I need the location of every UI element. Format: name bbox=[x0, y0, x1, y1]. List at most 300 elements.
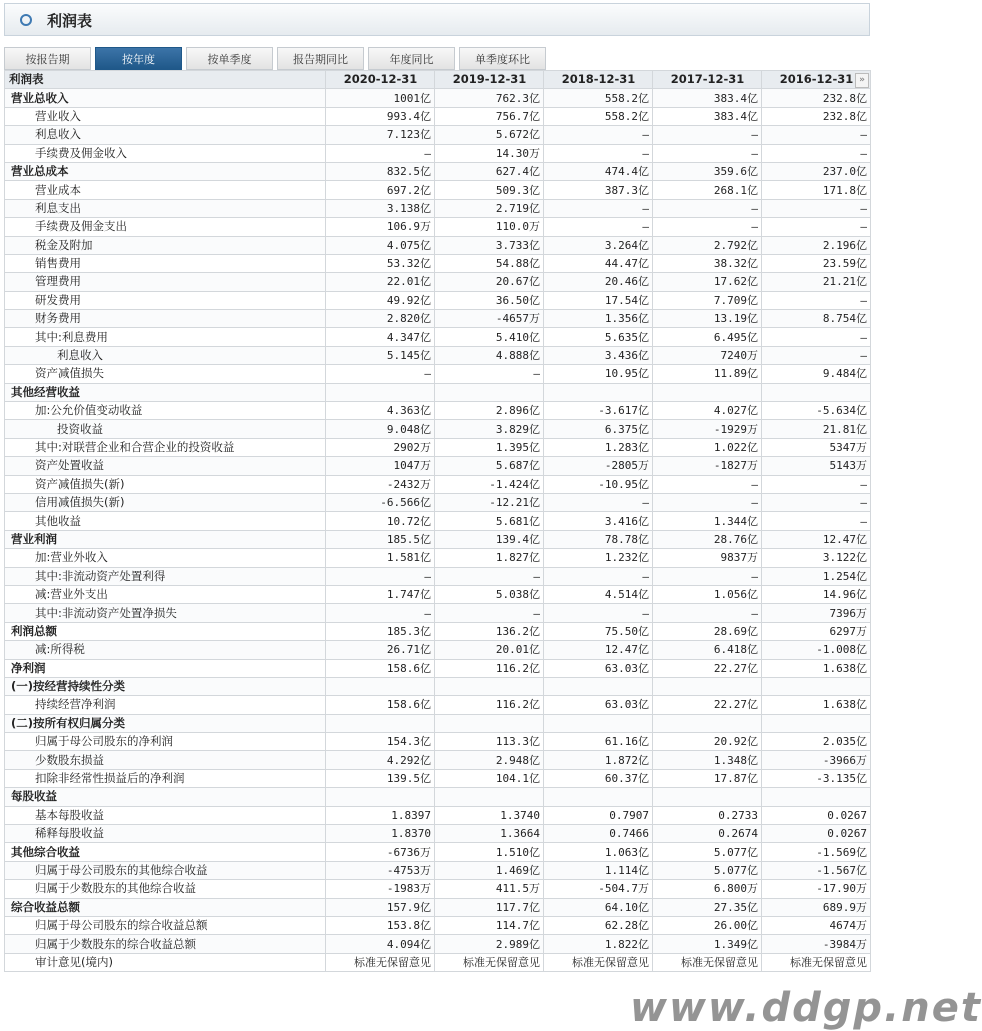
table-row bbox=[5, 420, 871, 438]
cell-value: — bbox=[435, 365, 544, 383]
cell-value: — bbox=[435, 604, 544, 622]
cell-value: — bbox=[544, 604, 653, 622]
circle-bullet-icon bbox=[20, 14, 32, 26]
cell-value bbox=[326, 714, 435, 732]
cell-value: 1.638亿 bbox=[762, 696, 871, 714]
cell-value: 1.872亿 bbox=[544, 751, 653, 769]
cell-value: 509.3亿 bbox=[435, 181, 544, 199]
cell-value: 0.7466 bbox=[544, 825, 653, 843]
cell-value: -17.90万 bbox=[762, 880, 871, 898]
cell-value: 14.96亿 bbox=[762, 585, 871, 603]
cell-value: 1.254亿 bbox=[762, 567, 871, 585]
cell-value: 4.363亿 bbox=[326, 402, 435, 420]
cell-value: 2.820亿 bbox=[326, 310, 435, 328]
cell-value: — bbox=[326, 144, 435, 162]
cell-value: 12.47亿 bbox=[762, 530, 871, 548]
table-row bbox=[5, 916, 871, 934]
cell-value: 21.81亿 bbox=[762, 420, 871, 438]
cell-value: -2432万 bbox=[326, 475, 435, 493]
cell-value bbox=[762, 383, 871, 401]
cell-value: 1.063亿 bbox=[544, 843, 653, 861]
table-row bbox=[5, 549, 871, 567]
table-row bbox=[5, 953, 871, 971]
cell-value: 117.7亿 bbox=[435, 898, 544, 916]
cell-value: -12.21亿 bbox=[435, 493, 544, 511]
cell-value bbox=[653, 788, 762, 806]
row-label: 销售费用 bbox=[5, 254, 326, 272]
cell-value: 558.2亿 bbox=[544, 107, 653, 125]
cell-value: — bbox=[762, 328, 871, 346]
table-row bbox=[5, 181, 871, 199]
cell-value: -3966万 bbox=[762, 751, 871, 769]
cell-value: — bbox=[762, 126, 871, 144]
cell-value bbox=[653, 383, 762, 401]
cell-value: -1.424亿 bbox=[435, 475, 544, 493]
row-label: 资产减值损失(新) bbox=[5, 475, 326, 493]
cell-value: 9.048亿 bbox=[326, 420, 435, 438]
cell-value: 3.416亿 bbox=[544, 512, 653, 530]
cell-value: — bbox=[653, 199, 762, 217]
cell-value: — bbox=[326, 365, 435, 383]
cell-value: 689.9万 bbox=[762, 898, 871, 916]
cell-value: 9.484亿 bbox=[762, 365, 871, 383]
row-label: 其中:利息费用 bbox=[5, 328, 326, 346]
cell-value: 6.418亿 bbox=[653, 641, 762, 659]
cell-value: — bbox=[544, 199, 653, 217]
table-row bbox=[5, 530, 871, 548]
cell-value bbox=[653, 677, 762, 695]
cell-value: 22.27亿 bbox=[653, 696, 762, 714]
cell-value: 185.3亿 bbox=[326, 622, 435, 640]
table-row bbox=[5, 144, 871, 162]
row-label: 研发费用 bbox=[5, 291, 326, 309]
row-label: (一)按经营持续性分类 bbox=[5, 677, 326, 695]
row-label: 其他经营收益 bbox=[5, 383, 326, 401]
cell-value: — bbox=[544, 126, 653, 144]
cell-value: 1.022亿 bbox=[653, 438, 762, 456]
row-label: 加:营业外收入 bbox=[5, 549, 326, 567]
cell-value: 232.8亿 bbox=[762, 107, 871, 125]
row-label: 归属于母公司股东的其他综合收益 bbox=[5, 861, 326, 879]
cell-value: 2.719亿 bbox=[435, 199, 544, 217]
cell-value: 158.6亿 bbox=[326, 659, 435, 677]
cell-value: 3.264亿 bbox=[544, 236, 653, 254]
cell-value: 1.822亿 bbox=[544, 935, 653, 953]
cell-value: 2.196亿 bbox=[762, 236, 871, 254]
table-row bbox=[5, 751, 871, 769]
cell-value: 1.114亿 bbox=[544, 861, 653, 879]
column-header-date[interactable] bbox=[762, 71, 871, 89]
table-row bbox=[5, 641, 871, 659]
cell-value: 0.2674 bbox=[653, 825, 762, 843]
cell-value: 63.03亿 bbox=[544, 659, 653, 677]
table-row bbox=[5, 825, 871, 843]
table-row bbox=[5, 126, 871, 144]
income-statement-table bbox=[4, 70, 871, 972]
row-label: 投资收益 bbox=[5, 420, 326, 438]
row-label: 减:营业外支出 bbox=[5, 585, 326, 603]
row-label: 财务费用 bbox=[5, 310, 326, 328]
cell-value: 26.00亿 bbox=[653, 916, 762, 934]
cell-value: 157.9亿 bbox=[326, 898, 435, 916]
table-row bbox=[5, 604, 871, 622]
cell-value: -504.7万 bbox=[544, 880, 653, 898]
cell-value: 5.672亿 bbox=[435, 126, 544, 144]
cell-value: — bbox=[762, 144, 871, 162]
cell-value: 4.027亿 bbox=[653, 402, 762, 420]
cell-value: 5.681亿 bbox=[435, 512, 544, 530]
cell-value: 1.827亿 bbox=[435, 549, 544, 567]
table-row bbox=[5, 733, 871, 751]
cell-value: 22.27亿 bbox=[653, 659, 762, 677]
table-row bbox=[5, 365, 871, 383]
column-date-label: 2019-12-31 bbox=[452, 72, 527, 87]
row-label: 管理费用 bbox=[5, 273, 326, 291]
cell-value: 136.2亿 bbox=[435, 622, 544, 640]
cell-value bbox=[326, 788, 435, 806]
row-label: 每股收益 bbox=[5, 788, 326, 806]
cell-value: 232.8亿 bbox=[762, 89, 871, 107]
table-row bbox=[5, 861, 871, 879]
column-date-label: 2020-12-31 bbox=[343, 72, 418, 87]
row-label: 资产减值损失 bbox=[5, 365, 326, 383]
cell-value: 12.47亿 bbox=[544, 641, 653, 659]
row-label: 税金及附加 bbox=[5, 236, 326, 254]
cell-value: — bbox=[762, 475, 871, 493]
row-label: 减:所得税 bbox=[5, 641, 326, 659]
cell-value: 21.21亿 bbox=[762, 273, 871, 291]
tab-2[interactable]: 按单季度 bbox=[186, 47, 273, 70]
cell-value: 标准无保留意见 bbox=[653, 953, 762, 971]
cell-value: 3.829亿 bbox=[435, 420, 544, 438]
table-row bbox=[5, 677, 871, 695]
cell-value bbox=[544, 677, 653, 695]
table-row bbox=[5, 622, 871, 640]
cell-value: -3984万 bbox=[762, 935, 871, 953]
site-watermark: www.ddgp.net bbox=[630, 985, 982, 1031]
table-row bbox=[5, 493, 871, 511]
table-row bbox=[5, 769, 871, 787]
table-corner-label: 利润表 bbox=[5, 71, 326, 89]
table-row bbox=[5, 659, 871, 677]
cell-value: 标准无保留意见 bbox=[435, 953, 544, 971]
cell-value bbox=[762, 677, 871, 695]
table-row bbox=[5, 457, 871, 475]
cell-value: 1.395亿 bbox=[435, 438, 544, 456]
cell-value: 9837万 bbox=[653, 549, 762, 567]
column-header-date[interactable] bbox=[326, 71, 435, 89]
cell-value: 1.8397 bbox=[326, 806, 435, 824]
cell-value: 13.19亿 bbox=[653, 310, 762, 328]
cell-value: 20.01亿 bbox=[435, 641, 544, 659]
cell-value: 185.5亿 bbox=[326, 530, 435, 548]
row-label: 净利润 bbox=[5, 659, 326, 677]
cell-value: 1.356亿 bbox=[544, 310, 653, 328]
cell-value: 标准无保留意见 bbox=[762, 953, 871, 971]
cell-value: 474.4亿 bbox=[544, 162, 653, 180]
cell-value: 28.76亿 bbox=[653, 530, 762, 548]
cell-value: — bbox=[653, 475, 762, 493]
cell-value: 627.4亿 bbox=[435, 162, 544, 180]
row-label: 营业总成本 bbox=[5, 162, 326, 180]
cell-value: 4.094亿 bbox=[326, 935, 435, 953]
cell-value: 20.67亿 bbox=[435, 273, 544, 291]
table-row bbox=[5, 107, 871, 125]
cell-value: -6.566亿 bbox=[326, 493, 435, 511]
cell-value: -4753万 bbox=[326, 861, 435, 879]
cell-value: 2902万 bbox=[326, 438, 435, 456]
column-header-date[interactable] bbox=[435, 71, 544, 89]
cell-value: 7.709亿 bbox=[653, 291, 762, 309]
cell-value: — bbox=[435, 567, 544, 585]
table-row bbox=[5, 162, 871, 180]
cell-value: 0.0267 bbox=[762, 825, 871, 843]
cell-value: 1.8370 bbox=[326, 825, 435, 843]
cell-value: 3.436亿 bbox=[544, 346, 653, 364]
cell-value: 23.59亿 bbox=[762, 254, 871, 272]
cell-value: 697.2亿 bbox=[326, 181, 435, 199]
cell-value: 11.89亿 bbox=[653, 365, 762, 383]
cell-value: 14.30万 bbox=[435, 144, 544, 162]
cell-value: 5.635亿 bbox=[544, 328, 653, 346]
row-label: 少数股东损益 bbox=[5, 751, 326, 769]
row-label: 营业成本 bbox=[5, 181, 326, 199]
cell-value bbox=[544, 714, 653, 732]
table-row bbox=[5, 843, 871, 861]
row-label: 营业总收入 bbox=[5, 89, 326, 107]
cell-value: 61.16亿 bbox=[544, 733, 653, 751]
tab-5[interactable]: 单季度环比 bbox=[459, 47, 546, 70]
cell-value: 104.1亿 bbox=[435, 769, 544, 787]
cell-value: 26.71亿 bbox=[326, 641, 435, 659]
tab-0[interactable]: 按报告期 bbox=[4, 47, 91, 70]
cell-value: 3.122亿 bbox=[762, 549, 871, 567]
cell-value: 28.69亿 bbox=[653, 622, 762, 640]
table-row bbox=[5, 696, 871, 714]
cell-value: 0.0267 bbox=[762, 806, 871, 824]
cell-value: 2.035亿 bbox=[762, 733, 871, 751]
cell-value: 993.4亿 bbox=[326, 107, 435, 125]
cell-value: 106.9万 bbox=[326, 218, 435, 236]
cell-value: 7396万 bbox=[762, 604, 871, 622]
cell-value: 标准无保留意见 bbox=[544, 953, 653, 971]
cell-value: 1.638亿 bbox=[762, 659, 871, 677]
cell-value: 4.514亿 bbox=[544, 585, 653, 603]
cell-value: 60.37亿 bbox=[544, 769, 653, 787]
row-label: 其他收益 bbox=[5, 512, 326, 530]
cell-value bbox=[435, 383, 544, 401]
cell-value: 10.72亿 bbox=[326, 512, 435, 530]
cell-value: 1.348亿 bbox=[653, 751, 762, 769]
table-row bbox=[5, 898, 871, 916]
cell-value: 44.47亿 bbox=[544, 254, 653, 272]
cell-value: — bbox=[762, 199, 871, 217]
table-row bbox=[5, 806, 871, 824]
row-label: 营业利润 bbox=[5, 530, 326, 548]
cell-value: 383.4亿 bbox=[653, 107, 762, 125]
cell-value: 2.896亿 bbox=[435, 402, 544, 420]
cell-value: — bbox=[544, 218, 653, 236]
cell-value: 5.410亿 bbox=[435, 328, 544, 346]
cell-value: — bbox=[326, 567, 435, 585]
table-row bbox=[5, 935, 871, 953]
cell-value: 832.5亿 bbox=[326, 162, 435, 180]
tab-3[interactable]: 报告期同比 bbox=[277, 47, 364, 70]
column-header-date[interactable] bbox=[653, 71, 762, 89]
cell-value: 359.6亿 bbox=[653, 162, 762, 180]
cell-value: 139.4亿 bbox=[435, 530, 544, 548]
table-row bbox=[5, 402, 871, 420]
column-date-label: 2017-12-31 bbox=[670, 72, 745, 87]
cell-value: 1.747亿 bbox=[326, 585, 435, 603]
column-date-label: 2016-12-31 bbox=[779, 72, 854, 87]
cell-value: -3.617亿 bbox=[544, 402, 653, 420]
cell-value: 1.3740 bbox=[435, 806, 544, 824]
cell-value: 38.32亿 bbox=[653, 254, 762, 272]
table-row bbox=[5, 512, 871, 530]
table-row bbox=[5, 438, 871, 456]
cell-value bbox=[544, 383, 653, 401]
cell-value: 114.7亿 bbox=[435, 916, 544, 934]
cell-value: -1.567亿 bbox=[762, 861, 871, 879]
column-header-date[interactable] bbox=[544, 71, 653, 89]
cell-value: — bbox=[762, 512, 871, 530]
cell-value bbox=[326, 383, 435, 401]
row-label: 其中:对联营企业和合营企业的投资收益 bbox=[5, 438, 326, 456]
cell-value bbox=[762, 788, 871, 806]
row-label: 归属于母公司股东的综合收益总额 bbox=[5, 916, 326, 934]
cell-value: 27.35亿 bbox=[653, 898, 762, 916]
table-row bbox=[5, 199, 871, 217]
cell-value: — bbox=[762, 346, 871, 364]
row-label: 信用减值损失(新) bbox=[5, 493, 326, 511]
cell-value: 53.32亿 bbox=[326, 254, 435, 272]
cell-value: 5.077亿 bbox=[653, 843, 762, 861]
row-label: 持续经营净利润 bbox=[5, 696, 326, 714]
table-header-row bbox=[5, 71, 871, 89]
row-label: (二)按所有权归属分类 bbox=[5, 714, 326, 732]
column-date-label: 2018-12-31 bbox=[561, 72, 636, 87]
cell-value: 4.888亿 bbox=[435, 346, 544, 364]
cell-value: 154.3亿 bbox=[326, 733, 435, 751]
cell-value: 4.075亿 bbox=[326, 236, 435, 254]
page-title: 利润表 bbox=[47, 12, 93, 30]
cell-value: -3.135亿 bbox=[762, 769, 871, 787]
cell-value: -1.569亿 bbox=[762, 843, 871, 861]
cell-value: 5.038亿 bbox=[435, 585, 544, 603]
cell-value: 17.62亿 bbox=[653, 273, 762, 291]
cell-value: 1.510亿 bbox=[435, 843, 544, 861]
table-row bbox=[5, 310, 871, 328]
table-row bbox=[5, 236, 871, 254]
row-label: 扣除非经常性损益后的净利润 bbox=[5, 769, 326, 787]
table-row bbox=[5, 328, 871, 346]
cell-value: 20.92亿 bbox=[653, 733, 762, 751]
tab-1[interactable]: 按年度 bbox=[95, 47, 182, 70]
table-row bbox=[5, 880, 871, 898]
row-label: 利润总额 bbox=[5, 622, 326, 640]
cell-value: — bbox=[653, 144, 762, 162]
cell-value: 64.10亿 bbox=[544, 898, 653, 916]
cell-value: 1.349亿 bbox=[653, 935, 762, 953]
table-row bbox=[5, 475, 871, 493]
cell-value: 1.3664 bbox=[435, 825, 544, 843]
cell-value: 116.2亿 bbox=[435, 696, 544, 714]
cell-value bbox=[435, 714, 544, 732]
cell-value: -1929万 bbox=[653, 420, 762, 438]
row-label: 基本每股收益 bbox=[5, 806, 326, 824]
cell-value: 558.2亿 bbox=[544, 89, 653, 107]
cell-value: 4.347亿 bbox=[326, 328, 435, 346]
row-label: 综合收益总额 bbox=[5, 898, 326, 916]
cell-value: 110.0万 bbox=[435, 218, 544, 236]
row-label: 手续费及佣金支出 bbox=[5, 218, 326, 236]
cell-value: — bbox=[762, 218, 871, 236]
cell-value: 1.056亿 bbox=[653, 585, 762, 603]
tab-4[interactable]: 年度同比 bbox=[368, 47, 455, 70]
cell-value bbox=[762, 714, 871, 732]
cell-value: 78.78亿 bbox=[544, 530, 653, 548]
cell-value: — bbox=[326, 604, 435, 622]
table-row bbox=[5, 585, 871, 603]
table-row bbox=[5, 346, 871, 364]
row-label: 资产处置收益 bbox=[5, 457, 326, 475]
cell-value: 20.46亿 bbox=[544, 273, 653, 291]
cell-value: 153.8亿 bbox=[326, 916, 435, 934]
cell-value: 17.54亿 bbox=[544, 291, 653, 309]
cell-value: 54.88亿 bbox=[435, 254, 544, 272]
cell-value: 1.283亿 bbox=[544, 438, 653, 456]
row-label: 营业收入 bbox=[5, 107, 326, 125]
row-label: 稀释每股收益 bbox=[5, 825, 326, 843]
cell-value: — bbox=[762, 493, 871, 511]
cell-value: 6297万 bbox=[762, 622, 871, 640]
row-label: 归属于少数股东的综合收益总额 bbox=[5, 935, 326, 953]
cell-value: 10.95亿 bbox=[544, 365, 653, 383]
table-row bbox=[5, 218, 871, 236]
cell-value: 6.375亿 bbox=[544, 420, 653, 438]
cell-value: 6.495亿 bbox=[653, 328, 762, 346]
cell-value: 4674万 bbox=[762, 916, 871, 934]
row-label: 利息收入 bbox=[5, 126, 326, 144]
cell-value: 158.6亿 bbox=[326, 696, 435, 714]
cell-value: -2805万 bbox=[544, 457, 653, 475]
cell-value: 411.5万 bbox=[435, 880, 544, 898]
more-columns-icon[interactable]: » bbox=[855, 73, 869, 88]
cell-value: 0.7907 bbox=[544, 806, 653, 824]
row-label: 归属于少数股东的其他综合收益 bbox=[5, 880, 326, 898]
cell-value: — bbox=[544, 493, 653, 511]
cell-value: 116.2亿 bbox=[435, 659, 544, 677]
cell-value: 5.687亿 bbox=[435, 457, 544, 475]
row-label: 利息支出 bbox=[5, 199, 326, 217]
table-row bbox=[5, 788, 871, 806]
cell-value: -5.634亿 bbox=[762, 402, 871, 420]
row-label: 归属于母公司股东的净利润 bbox=[5, 733, 326, 751]
cell-value: — bbox=[653, 567, 762, 585]
cell-value: 63.03亿 bbox=[544, 696, 653, 714]
table-row bbox=[5, 273, 871, 291]
cell-value: 3.138亿 bbox=[326, 199, 435, 217]
cell-value: 762.3亿 bbox=[435, 89, 544, 107]
cell-value: 标准无保留意见 bbox=[326, 953, 435, 971]
cell-value: -6736万 bbox=[326, 843, 435, 861]
cell-value: 1.232亿 bbox=[544, 549, 653, 567]
panel-header bbox=[4, 3, 870, 36]
cell-value: 0.2733 bbox=[653, 806, 762, 824]
cell-value: — bbox=[544, 144, 653, 162]
cell-value: 7240万 bbox=[653, 346, 762, 364]
